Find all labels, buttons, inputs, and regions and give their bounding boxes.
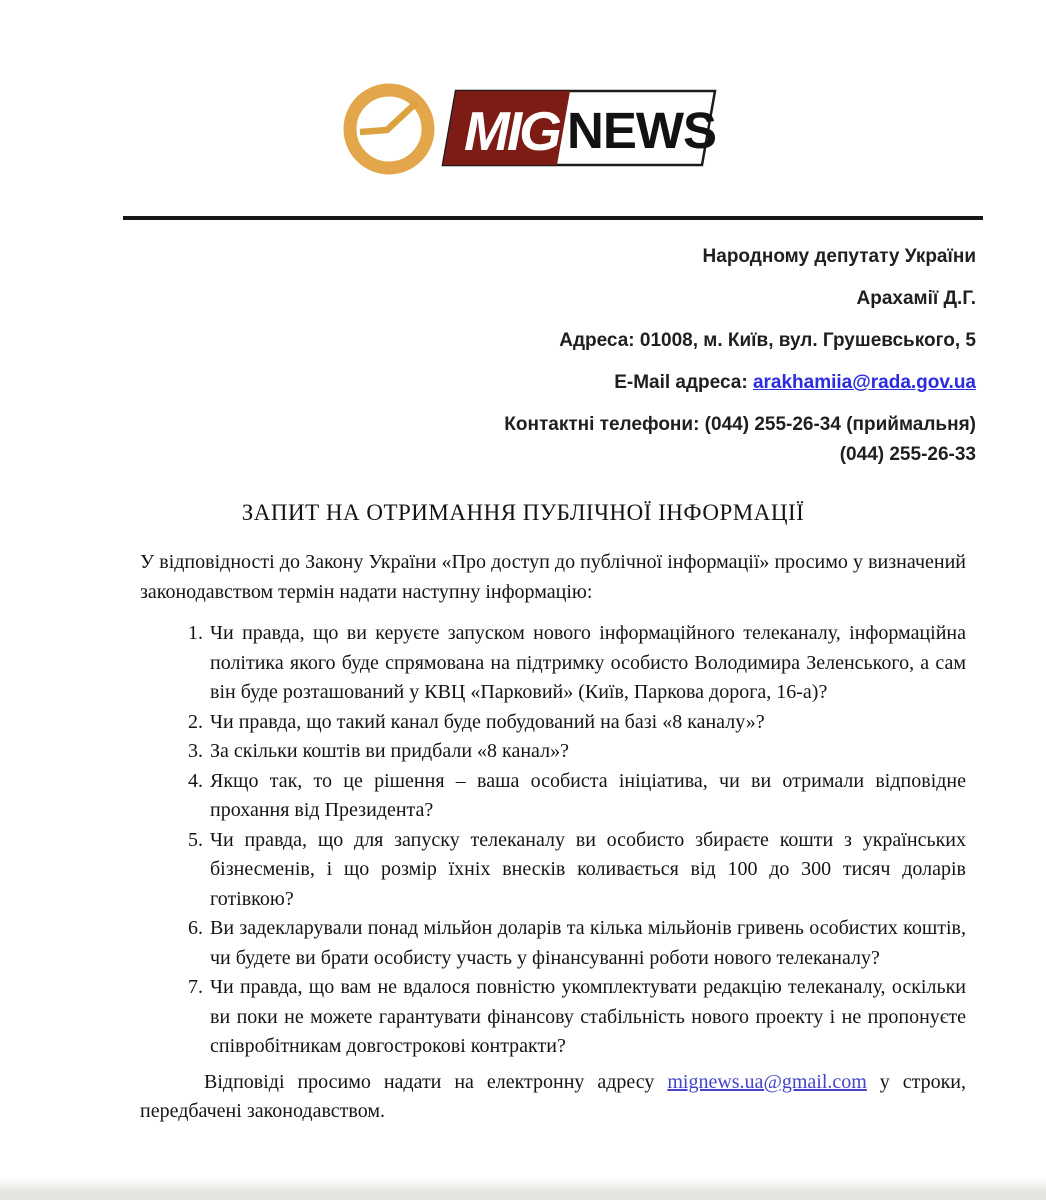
question-item: 5. Чи правда, що для запуску телеканалу ви особисто збираєте кошти з українських бізнесменів, і що розмір їхніх внесків коливається від 100 до 300 тисяч доларів готівкою?	[208, 826, 966, 915]
recipient-line-email	[276, 368, 976, 398]
question-item: 7. Чи правда, що вам не вдалося повністю укомплектувати редакцію телеканалу, оскільки ви поки не можете гарантувати фінансову стабільність нового проекту і не пропонуєте співробітникам довгострокові контракти?	[208, 973, 966, 1062]
rada-email-link[interactable]: arakhamiia@rada.gov.ua	[752, 372, 976, 393]
closing-text-after: у строки, передбачені законодавством.	[140, 1070, 967, 1122]
recipient-line-name: Арахамії Д.Г.	[856, 288, 976, 309]
question-item: 4. Якщо так, то це рішення – ваша особиста ініціатива, чи ви отримали відповідне прохання від Президента?	[208, 767, 966, 826]
document-title: ЗАПИТ НА ОТРИМАННЯ ПУБЛІЧНОЇ ІНФОРМАЦІЇ	[241, 500, 805, 525]
document-body	[140, 548, 966, 1127]
question-item: 6. Ви задекларували понад мільйон доларів та кілька мільйонів гривень особистих коштів, чи будете ви брати особисту участь у фінансуванні роботи нового телеканалу?	[208, 914, 966, 973]
logo-badge	[443, 91, 716, 165]
closing-text-before: Відповіді просимо надати на електронну адресу	[204, 1070, 668, 1093]
recipient-line-address: Адреса: 01008, м. Київ, вул. Грушевського, 5	[559, 330, 976, 351]
email-label: E-Mail адреса:	[614, 372, 753, 393]
recipient-line-deputy: Народному депутату України	[702, 246, 976, 267]
mignews-logo-graphic	[336, 82, 718, 176]
phones-line2: (044) 255-26-33	[839, 444, 976, 465]
clock-icon	[350, 90, 428, 168]
page-bottom-edge	[0, 1178, 1046, 1200]
recipient-line-phones	[276, 410, 976, 470]
gmail-link[interactable]: mignews.ua@gmail.com	[667, 1070, 867, 1093]
question-item: 1. Чи правда, що ви керуєте запуском нового інформаційного телеканалу, інформаційна політика якого буде спрямована на підтримку особисто Володимира Зеленського, а сам він буде розташований у КВЦ «Парковий» (Київ, Паркова дорога, 16-а)?	[208, 619, 966, 708]
question-item: 3. За скільки коштів ви придбали «8 канал»?	[208, 737, 966, 767]
mignews-logo	[336, 82, 718, 176]
recipient-block	[276, 242, 976, 482]
logo-mig-text: MIG	[464, 100, 559, 162]
closing-paragraph	[140, 1068, 966, 1127]
questions-list	[140, 619, 966, 1062]
phones-line1: Контактні телефони: (044) 255-26-34 (приймальня)	[504, 414, 976, 435]
question-item: 2. Чи правда, що такий канал буде побудований на базі «8 каналу»?	[208, 708, 966, 738]
logo-news-text: NEWS	[567, 102, 716, 159]
header-divider	[123, 216, 983, 220]
intro-paragraph: У відповідності до Закону України «Про доступ до публічної інформації» просимо у визначений законодавством термін надати наступну інформацію:	[140, 551, 966, 603]
